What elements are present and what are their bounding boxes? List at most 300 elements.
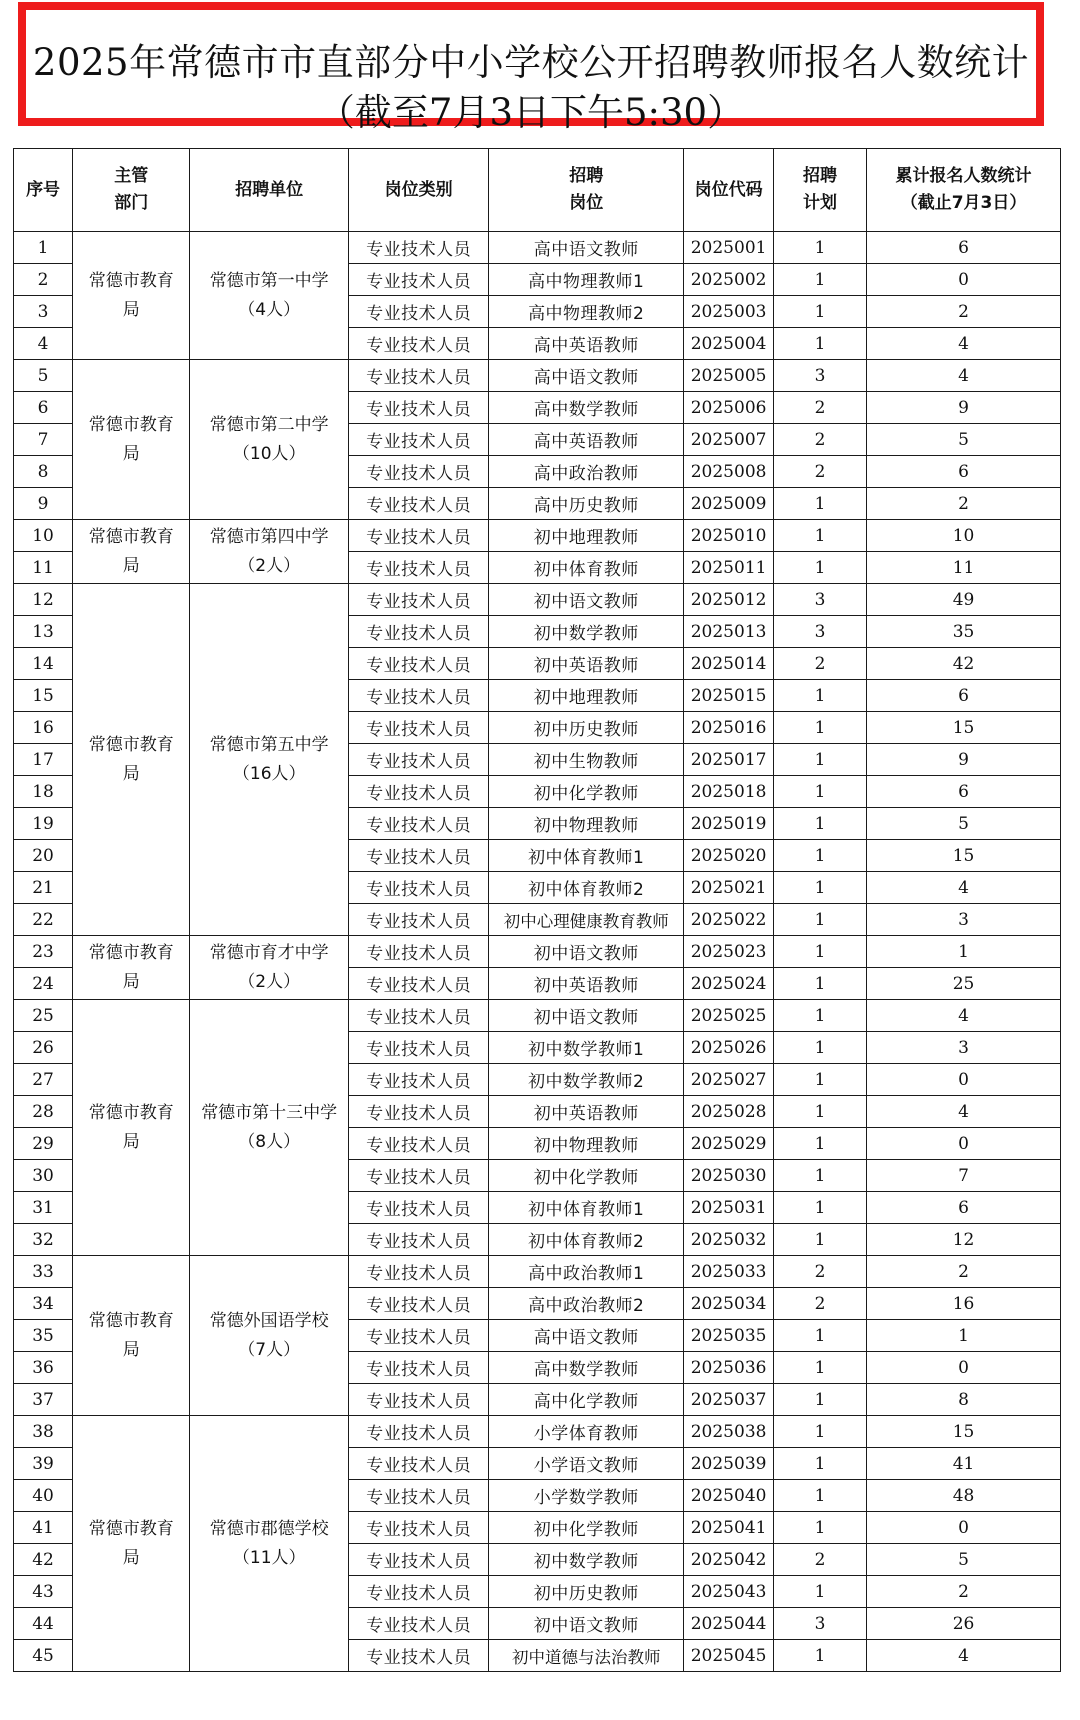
header-row (14, 149, 1061, 232)
row-category: 专业技术人员 (349, 264, 489, 296)
row-plan: 1 (774, 1512, 867, 1544)
row-category: 专业技术人员 (349, 1000, 489, 1032)
row-code: 2025043 (684, 1576, 774, 1608)
row-count: 9 (867, 744, 1061, 776)
row-plan: 1 (774, 264, 867, 296)
row-position: 初中生物教师 (489, 744, 684, 776)
row-seq: 42 (14, 1544, 73, 1576)
row-seq: 44 (14, 1608, 73, 1640)
row-category: 专业技术人员 (349, 1192, 489, 1224)
row-count: 1 (867, 1320, 1061, 1352)
recruitment-table (13, 148, 1061, 1672)
row-seq: 30 (14, 1160, 73, 1192)
unit-name: 常德市郡德学校 (209, 1518, 329, 1539)
row-code: 2025026 (684, 1032, 774, 1064)
row-seq: 24 (14, 968, 73, 1000)
row-position: 初中地理教师 (489, 520, 684, 552)
row-code: 2025029 (684, 1128, 774, 1160)
unit-name: 常德市第二中学 (209, 414, 329, 435)
row-plan: 1 (774, 808, 867, 840)
row-seq: 10 (14, 520, 73, 552)
row-seq: 41 (14, 1512, 73, 1544)
row-count: 6 (867, 232, 1061, 264)
row-count: 25 (867, 968, 1061, 1000)
unit-cell (190, 520, 349, 584)
dept-cell (73, 360, 190, 520)
unit-name: 常德外国语学校 (209, 1310, 329, 1331)
row-code: 2025016 (684, 712, 774, 744)
row-position: 初中道德与法治教师 (489, 1640, 684, 1672)
row-count: 5 (867, 1544, 1061, 1576)
row-count: 3 (867, 904, 1061, 936)
table-header (14, 149, 1061, 232)
dept-cell (73, 584, 190, 936)
unit-count: （10人） (232, 443, 306, 464)
row-count: 4 (867, 1096, 1061, 1128)
row-plan: 1 (774, 1480, 867, 1512)
row-category: 专业技术人员 (349, 1320, 489, 1352)
row-seq: 28 (14, 1096, 73, 1128)
row-count: 4 (867, 360, 1061, 392)
row-code: 2025013 (684, 616, 774, 648)
row-count: 0 (867, 1512, 1061, 1544)
row-position: 初中英语教师 (489, 1096, 684, 1128)
row-category: 专业技术人员 (349, 776, 489, 808)
row-category: 专业技术人员 (349, 424, 489, 456)
row-position: 高中语文教师 (489, 1320, 684, 1352)
header-unit-line: 招聘单位 (235, 179, 304, 200)
row-plan: 1 (774, 1000, 867, 1032)
row-seq: 3 (14, 296, 73, 328)
row-seq: 17 (14, 744, 73, 776)
row-category: 专业技术人员 (349, 456, 489, 488)
unit-count: （8人） (238, 1131, 301, 1152)
row-code: 2025027 (684, 1064, 774, 1096)
unit-cell (190, 584, 349, 936)
row-plan: 1 (774, 328, 867, 360)
row-position: 初中数学教师1 (489, 1032, 684, 1064)
row-plan: 1 (774, 1576, 867, 1608)
dept-name: 常德市教育 局 (88, 526, 174, 576)
row-seq: 4 (14, 328, 73, 360)
row-position: 高中历史教师 (489, 488, 684, 520)
row-code: 2025037 (684, 1384, 774, 1416)
dept-name: 常德市教育 局 (88, 270, 174, 320)
row-category: 专业技术人员 (349, 1512, 489, 1544)
row-code: 2025025 (684, 1000, 774, 1032)
row-category: 专业技术人员 (349, 1256, 489, 1288)
table-row (14, 1000, 1061, 1032)
row-code: 2025017 (684, 744, 774, 776)
row-seq: 19 (14, 808, 73, 840)
row-position: 高中物理教师1 (489, 264, 684, 296)
row-count: 11 (867, 552, 1061, 584)
row-count: 48 (867, 1480, 1061, 1512)
unit-count: （7人） (238, 1339, 301, 1360)
row-position: 小学数学教师 (489, 1480, 684, 1512)
dept-name: 常德市教育 局 (88, 1102, 174, 1152)
row-seq: 5 (14, 360, 73, 392)
row-category: 专业技术人员 (349, 680, 489, 712)
dept-name: 常德市教育 局 (88, 734, 174, 784)
table-body (14, 232, 1061, 1672)
table-row (14, 232, 1061, 264)
row-category: 专业技术人员 (349, 392, 489, 424)
row-position: 初中化学教师 (489, 1160, 684, 1192)
row-category: 专业技术人员 (349, 840, 489, 872)
row-plan: 3 (774, 1608, 867, 1640)
row-category: 专业技术人员 (349, 968, 489, 1000)
row-category: 专业技术人员 (349, 616, 489, 648)
row-seq: 25 (14, 1000, 73, 1032)
row-plan: 2 (774, 1288, 867, 1320)
row-seq: 9 (14, 488, 73, 520)
row-position: 高中英语教师 (489, 328, 684, 360)
row-position: 初中地理教师 (489, 680, 684, 712)
unit-cell (190, 1416, 349, 1672)
unit-cell (190, 1000, 349, 1256)
row-count: 0 (867, 1128, 1061, 1160)
row-category: 专业技术人员 (349, 584, 489, 616)
row-plan: 1 (774, 1128, 867, 1160)
row-code: 2025009 (684, 488, 774, 520)
unit-cell (190, 360, 349, 520)
row-seq: 35 (14, 1320, 73, 1352)
header-plan-line: 招聘 (803, 166, 838, 186)
row-code: 2025023 (684, 936, 774, 968)
table-row (14, 360, 1061, 392)
dept-cell (73, 1416, 190, 1672)
table-row (14, 936, 1061, 968)
row-category: 专业技术人员 (349, 744, 489, 776)
row-seq: 31 (14, 1192, 73, 1224)
row-code: 2025031 (684, 1192, 774, 1224)
row-category: 专业技术人员 (349, 1128, 489, 1160)
unit-name: 常德市第十三中学 (201, 1102, 338, 1123)
header-category (349, 149, 489, 232)
row-plan: 1 (774, 488, 867, 520)
row-code: 2025018 (684, 776, 774, 808)
row-position: 初中语文教师 (489, 1000, 684, 1032)
row-category: 专业技术人员 (349, 1096, 489, 1128)
row-count: 2 (867, 296, 1061, 328)
row-count: 6 (867, 1192, 1061, 1224)
header-count (867, 149, 1061, 232)
dept-cell (73, 1000, 190, 1256)
row-count: 8 (867, 1384, 1061, 1416)
row-plan: 1 (774, 968, 867, 1000)
header-position-line: 招聘 (569, 166, 604, 186)
row-seq: 18 (14, 776, 73, 808)
row-position: 高中数学教师 (489, 392, 684, 424)
row-category: 专业技术人员 (349, 488, 489, 520)
row-plan: 1 (774, 1352, 867, 1384)
row-seq: 13 (14, 616, 73, 648)
row-position: 小学体育教师 (489, 1416, 684, 1448)
row-code: 2025003 (684, 296, 774, 328)
row-plan: 2 (774, 392, 867, 424)
unit-cell (190, 1256, 349, 1416)
row-count: 41 (867, 1448, 1061, 1480)
row-code: 2025044 (684, 1608, 774, 1640)
row-seq: 26 (14, 1032, 73, 1064)
header-category-line: 岗位类别 (384, 179, 453, 200)
row-position: 初中数学教师2 (489, 1064, 684, 1096)
row-plan: 3 (774, 616, 867, 648)
row-count: 4 (867, 328, 1061, 360)
header-seq (14, 149, 73, 232)
row-category: 专业技术人员 (349, 1448, 489, 1480)
row-category: 专业技术人员 (349, 872, 489, 904)
row-position: 初中数学教师 (489, 1544, 684, 1576)
row-plan: 1 (774, 872, 867, 904)
row-seq: 21 (14, 872, 73, 904)
row-seq: 7 (14, 424, 73, 456)
page-subtitle: （截至7月3日下午5:30） (317, 91, 745, 134)
row-position: 高中化学教师 (489, 1384, 684, 1416)
row-code: 2025006 (684, 392, 774, 424)
row-position: 初中心理健康教育教师 (489, 904, 684, 936)
unit-name: 常德市育才中学 (209, 942, 329, 963)
row-plan: 1 (774, 1320, 867, 1352)
row-count: 6 (867, 456, 1061, 488)
row-position: 高中政治教师2 (489, 1288, 684, 1320)
row-category: 专业技术人员 (349, 936, 489, 968)
row-seq: 38 (14, 1416, 73, 1448)
row-category: 专业技术人员 (349, 552, 489, 584)
row-seq: 1 (14, 232, 73, 264)
row-seq: 39 (14, 1448, 73, 1480)
row-category: 专业技术人员 (349, 232, 489, 264)
header-unit (190, 149, 349, 232)
row-position: 高中政治教师 (489, 456, 684, 488)
row-code: 2025024 (684, 968, 774, 1000)
row-seq: 32 (14, 1224, 73, 1256)
row-code: 2025004 (684, 328, 774, 360)
row-plan: 1 (774, 776, 867, 808)
row-plan: 1 (774, 712, 867, 744)
row-seq: 27 (14, 1064, 73, 1096)
row-count: 4 (867, 1000, 1061, 1032)
row-code: 2025011 (684, 552, 774, 584)
row-seq: 11 (14, 552, 73, 584)
unit-name: 常德市第一中学 (209, 270, 329, 291)
row-count: 0 (867, 1352, 1061, 1384)
row-count: 10 (867, 520, 1061, 552)
row-plan: 1 (774, 1384, 867, 1416)
row-plan: 1 (774, 1032, 867, 1064)
header-plan-line: 计划 (803, 193, 838, 213)
row-count: 5 (867, 808, 1061, 840)
row-seq: 23 (14, 936, 73, 968)
row-code: 2025041 (684, 1512, 774, 1544)
row-count: 5 (867, 424, 1061, 456)
row-category: 专业技术人员 (349, 296, 489, 328)
row-position: 初中物理教师 (489, 1128, 684, 1160)
row-count: 0 (867, 264, 1061, 296)
row-category: 专业技术人员 (349, 1352, 489, 1384)
row-position: 初中英语教师 (489, 968, 684, 1000)
row-position: 初中化学教师 (489, 1512, 684, 1544)
row-plan: 1 (774, 520, 867, 552)
row-position: 高中语文教师 (489, 360, 684, 392)
row-category: 专业技术人员 (349, 1224, 489, 1256)
unit-count: （2人） (238, 555, 301, 576)
row-count: 49 (867, 584, 1061, 616)
row-position: 高中语文教师 (489, 232, 684, 264)
row-code: 2025032 (684, 1224, 774, 1256)
row-count: 26 (867, 1608, 1061, 1640)
dept-cell (73, 520, 190, 584)
row-count: 42 (867, 648, 1061, 680)
row-position: 高中物理教师2 (489, 296, 684, 328)
row-category: 专业技术人员 (349, 1416, 489, 1448)
row-position: 初中语文教师 (489, 584, 684, 616)
row-category: 专业技术人员 (349, 1640, 489, 1672)
unit-cell (190, 232, 349, 360)
row-position: 初中体育教师1 (489, 1192, 684, 1224)
row-position: 初中语文教师 (489, 1608, 684, 1640)
row-seq: 16 (14, 712, 73, 744)
header-position-line: 岗位 (569, 193, 604, 213)
dept-name: 常德市教育 局 (88, 942, 174, 992)
unit-count: （4人） (238, 299, 301, 320)
row-position: 初中历史教师 (489, 1576, 684, 1608)
row-plan: 1 (774, 744, 867, 776)
row-plan: 1 (774, 1160, 867, 1192)
row-seq: 12 (14, 584, 73, 616)
dept-name: 常德市教育 局 (88, 414, 174, 464)
row-code: 2025028 (684, 1096, 774, 1128)
row-code: 2025005 (684, 360, 774, 392)
row-position: 初中体育教师1 (489, 840, 684, 872)
header-plan (774, 149, 867, 232)
row-count: 9 (867, 392, 1061, 424)
row-count: 15 (867, 840, 1061, 872)
row-count: 16 (867, 1288, 1061, 1320)
unit-count: （2人） (238, 971, 301, 992)
header-count-line: 累计报名人数统计 (895, 166, 1032, 186)
row-category: 专业技术人员 (349, 1160, 489, 1192)
row-category: 专业技术人员 (349, 904, 489, 936)
row-category: 专业技术人员 (349, 328, 489, 360)
row-seq: 37 (14, 1384, 73, 1416)
header-position (489, 149, 684, 232)
row-code: 2025010 (684, 520, 774, 552)
header-dept (73, 149, 190, 232)
row-seq: 34 (14, 1288, 73, 1320)
row-position: 初中体育教师2 (489, 872, 684, 904)
row-seq: 8 (14, 456, 73, 488)
row-count: 1 (867, 936, 1061, 968)
row-code: 2025008 (684, 456, 774, 488)
unit-name: 常德市第五中学 (209, 734, 329, 755)
row-count: 15 (867, 1416, 1061, 1448)
row-count: 2 (867, 488, 1061, 520)
dept-name: 常德市教育 局 (88, 1518, 174, 1568)
header-code (684, 149, 774, 232)
row-code: 2025002 (684, 264, 774, 296)
row-category: 专业技术人员 (349, 360, 489, 392)
row-seq: 20 (14, 840, 73, 872)
dept-name: 常德市教育 局 (88, 1310, 174, 1360)
row-position: 初中体育教师 (489, 552, 684, 584)
row-code: 2025040 (684, 1480, 774, 1512)
row-code: 2025001 (684, 232, 774, 264)
row-category: 专业技术人员 (349, 808, 489, 840)
row-count: 6 (867, 776, 1061, 808)
row-plan: 1 (774, 1064, 867, 1096)
header-dept-line: 主管 (114, 166, 149, 186)
row-category: 专业技术人员 (349, 648, 489, 680)
row-code: 2025021 (684, 872, 774, 904)
header-code-line: 岗位代码 (694, 179, 763, 200)
unit-count: （11人） (232, 1547, 306, 1568)
row-code: 2025039 (684, 1448, 774, 1480)
row-position: 初中化学教师 (489, 776, 684, 808)
row-plan: 3 (774, 584, 867, 616)
row-plan: 1 (774, 840, 867, 872)
row-code: 2025012 (684, 584, 774, 616)
row-plan: 2 (774, 424, 867, 456)
row-seq: 36 (14, 1352, 73, 1384)
row-seq: 22 (14, 904, 73, 936)
row-category: 专业技术人员 (349, 1288, 489, 1320)
unit-cell (190, 936, 349, 1000)
row-category: 专业技术人员 (349, 1608, 489, 1640)
row-plan: 3 (774, 360, 867, 392)
row-count: 6 (867, 680, 1061, 712)
row-code: 2025019 (684, 808, 774, 840)
row-category: 专业技术人员 (349, 1064, 489, 1096)
unit-count: （16人） (232, 763, 306, 784)
row-count: 2 (867, 1256, 1061, 1288)
row-count: 3 (867, 1032, 1061, 1064)
row-seq: 45 (14, 1640, 73, 1672)
row-code: 2025014 (684, 648, 774, 680)
row-position: 初中物理教师 (489, 808, 684, 840)
row-plan: 1 (774, 936, 867, 968)
row-plan: 1 (774, 680, 867, 712)
row-category: 专业技术人员 (349, 1544, 489, 1576)
dept-cell (73, 1256, 190, 1416)
row-count: 35 (867, 616, 1061, 648)
row-seq: 14 (14, 648, 73, 680)
row-code: 2025034 (684, 1288, 774, 1320)
row-count: 4 (867, 872, 1061, 904)
row-plan: 2 (774, 1544, 867, 1576)
row-seq: 6 (14, 392, 73, 424)
row-plan: 1 (774, 552, 867, 584)
row-position: 高中英语教师 (489, 424, 684, 456)
table-row (14, 1256, 1061, 1288)
row-code: 2025035 (684, 1320, 774, 1352)
header-seq-line: 序号 (26, 179, 61, 200)
header-dept-line: 部门 (114, 193, 149, 213)
row-position: 初中历史教师 (489, 712, 684, 744)
dept-cell (73, 232, 190, 360)
dept-cell (73, 936, 190, 1000)
row-plan: 2 (774, 1256, 867, 1288)
row-category: 专业技术人员 (349, 520, 489, 552)
table-row (14, 584, 1061, 616)
table-row (14, 1416, 1061, 1448)
row-code: 2025015 (684, 680, 774, 712)
row-seq: 40 (14, 1480, 73, 1512)
row-code: 2025045 (684, 1640, 774, 1672)
row-count: 0 (867, 1064, 1061, 1096)
row-code: 2025042 (684, 1544, 774, 1576)
